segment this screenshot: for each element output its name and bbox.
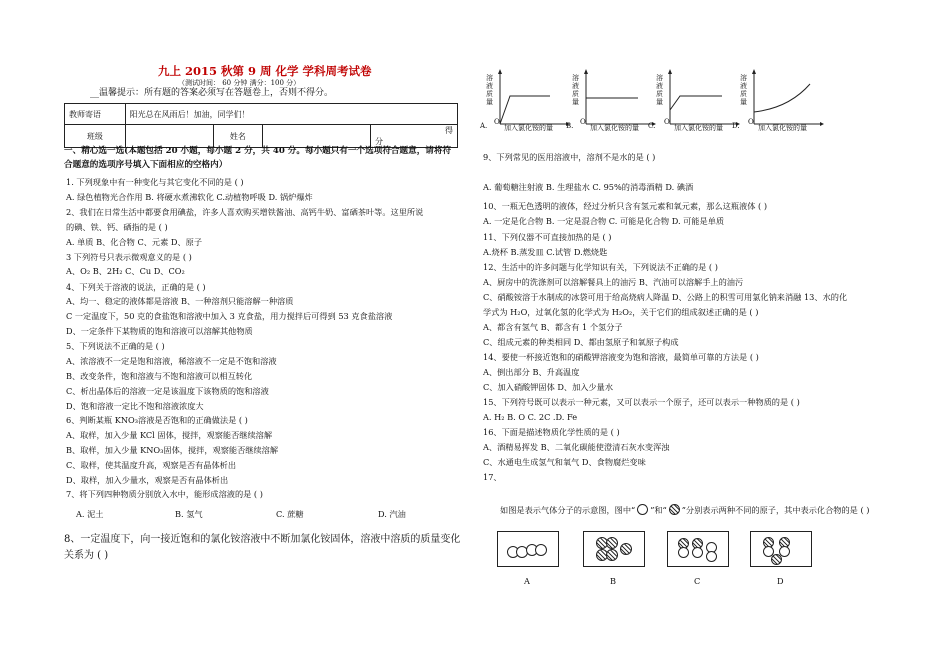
q17-label-c: C: [694, 576, 701, 586]
q7-option-b: B. 氢气: [175, 509, 203, 519]
left-line: 2、我们在日常生活中都要食用碘盐，许多人喜欢购买增铁酱油、高钙牛奶、富硒茶叶等。这里所说: [66, 207, 424, 217]
right-line: 12、生活中的许多问题与化学知识有关，下列说法不正确的是 ( ): [483, 262, 718, 272]
left-line: 4、下列关于溶液的说法，正确的是 ( ): [66, 282, 206, 292]
right-line: C、硝酸铵溶于水制成的冰袋可用于给高烧病人降温 D、公路上的积雪可用氯化钠来消融 13、水的化: [483, 292, 848, 302]
q7-option-a: A. 泥土: [76, 509, 104, 519]
atom-hatched-icon: [620, 543, 632, 555]
atom-hatched-icon: [669, 504, 680, 515]
left-line: 7、将下列四种物质分别放入水中，能形成溶液的是 ( ): [66, 489, 263, 499]
section1-heading: 一、精心选一选(本题包括 20 小题，每小题 2 分，共 40 分。每小题只有一个选项符合题意，请将符: [64, 146, 452, 156]
q17-box-d[interactable]: [750, 531, 812, 567]
left-line: 3 下列符号只表示微观意义的是 ( ): [66, 252, 192, 262]
graph-label-a: A.: [480, 122, 488, 130]
left-line: D、一定条件下某物质的饱和溶液可以溶解其他物质: [66, 326, 253, 336]
right-line: 16、下面是描述物质化学性质的是 ( ): [483, 427, 620, 437]
graph-xlabel-d: 加入氯化铵的量: [758, 124, 807, 132]
left-line: D、饱和溶液一定比不饱和溶液浓度大: [66, 401, 204, 411]
name-label: 姓名: [214, 125, 263, 148]
right-line: 9、下列常见的医用溶液中，溶剂不是水的是 ( ): [483, 152, 656, 162]
left-line: 的碘、铁、钙、硒指的是 ( ): [66, 222, 168, 232]
q7-option-d: D. 汽油: [378, 509, 406, 519]
left-line: A、均一、稳定的液体都是溶液 B、一种溶剂只能溶解一种溶质: [66, 296, 294, 306]
reminder: __温馨提示：所有题的答案必须写在答题卷上，否则不得分。: [90, 88, 334, 98]
q17-box-a[interactable]: [497, 531, 559, 567]
graph-origin-d: O: [748, 118, 754, 126]
right-line: C、水通电生成氢气和氧气 D、食物腐烂变味: [483, 457, 646, 467]
score-label: 得分: [375, 126, 453, 146]
right-line: C、组成元素的种类相同 D、都由氢原子和氧原子构成: [483, 337, 679, 347]
graph-origin-a: O: [494, 118, 500, 126]
q17-text-a: 如图是表示气体分子的示意图，图中“: [500, 505, 636, 515]
q17-text-c: ”分别表示两种不同的原子，其中表示化合物的是 ( ): [681, 505, 870, 515]
left-line: C、取样，使其温度升高，观察是否有晶体析出: [66, 460, 237, 470]
graph-ylabel-d: 溶液质量: [740, 74, 747, 106]
exam-subtitle: （测试时间： 60 分钟 满分：100 分）: [178, 79, 301, 87]
graph-origin-c: O: [664, 118, 670, 126]
left-line: C 一定温度下，50 克的食盐饱和溶液中加入 3 克食盐，用力搅拌后可得到 53 克食盐溶液: [66, 311, 393, 321]
q17-text: [500, 504, 869, 515]
graph-ylabel-b: 溶液质量: [572, 74, 579, 106]
atom-white-icon: [706, 551, 717, 562]
graph-label-c: C.: [648, 122, 656, 130]
atom-white-icon: [678, 547, 689, 558]
atom-hatched-icon: [606, 549, 618, 561]
q17-box-c[interactable]: [667, 531, 729, 567]
q17-text-b: ”和“: [650, 505, 667, 515]
right-line: A、酒精易挥发 B、二氧化碳能使澄清石灰水变浑浊: [483, 442, 670, 452]
graph-label-b: B.: [566, 122, 574, 130]
graph-xlabel-c: 加入氯化铵的量: [674, 124, 723, 132]
left-line: A、取样，加入少量 KCl 固体，搅拌，观察能否继续溶解: [66, 430, 273, 440]
left-line: A、浓溶液不一定是饱和溶液，稀溶液不一定是不饱和溶液: [66, 356, 277, 366]
atom-hatched-icon: [771, 554, 782, 565]
right-line: A、都含有氢气 B、都含有 1 个氢分子: [483, 322, 623, 332]
right-line: A. 葡萄糖注射液 B. 生理盐水 C. 95%的消毒酒精 D. 碘酒: [483, 182, 694, 192]
right-line: A.烧杯 B.蒸发皿 C.试管 D.燃烧匙: [483, 247, 608, 257]
graph-ylabel-c: 溶液质量: [656, 74, 663, 106]
graph-origin-b: O: [580, 118, 586, 126]
q8-text: 8、一定温度下，向一接近饱和的氯化铵溶液中不断加氯化铵固体，溶液中溶质的质量变化关系为 ( ): [64, 534, 461, 561]
q17-label-a: A: [524, 576, 530, 586]
score-cell: [371, 125, 458, 148]
teacher-msg: 阳光总在风雨后！加油，同学们！: [125, 104, 457, 125]
left-line: C、析出晶体后的溶液一定是该温度下该物质的饱和溶液: [66, 386, 269, 396]
q17-label-d: D: [777, 576, 784, 586]
section1-heading-2: 合题意的选项序号填入下面相应的空格内）: [64, 160, 228, 170]
right-line: 10、一瓶无色透明的液体，经过分析只含有氢元素和氧元素，那么这瓶液体 ( ): [483, 201, 768, 211]
atom-white-icon: [535, 544, 547, 556]
right-line: 17、: [483, 472, 502, 482]
atom-white-icon: [692, 547, 703, 558]
right-line: A. H₂ B. O C. 2C .D. Fe: [483, 412, 578, 422]
right-line: A. 一定是化合物 B. 一定是混合物 C. 可能是化合物 D. 可能是单质: [483, 216, 725, 226]
left-line: B、取样，加入少量 KNO₃固体，搅拌，观察能否继续溶解: [66, 445, 279, 455]
graph-xlabel-a: 加入氯化铵的量: [504, 124, 553, 132]
q17-label-b: B: [610, 576, 617, 586]
left-line: A. 绿色植物光合作用 B. 将硬水煮沸软化 C.动植物呼吸 D. 锅炉爆炸: [66, 192, 313, 202]
atom-white-icon: [637, 504, 648, 515]
name-value[interactable]: [262, 125, 370, 148]
q17-box-b[interactable]: [583, 531, 645, 567]
right-line: C、加入硝酸钾固体 D、加入少量水: [483, 382, 614, 392]
right-line: A、倒出部分 B、升高温度: [483, 367, 580, 377]
class-value[interactable]: [125, 125, 213, 148]
left-line: 5、下列说法不正确的是 ( ): [66, 341, 165, 351]
left-line: D、取样，加入少量水，观察是否有晶体析出: [66, 475, 229, 485]
q7-option-c: C. 蔗糖: [276, 509, 304, 519]
left-line: 6、判断某瓶 KNO₃溶液是否饱和的正确做法是 ( ): [66, 415, 248, 425]
right-line: A、厨房中的洗涤剂可以溶解餐具上的油污 B、汽油可以溶解手上的油污: [483, 277, 744, 287]
right-line: 15、下列符号既可以表示一种元素，又可以表示一个原子，还可以表示一种物质的是 ( ): [483, 397, 800, 407]
left-line: A. 单质 B、化合物 C、元素 D、原子: [66, 237, 203, 247]
class-label: 班级: [65, 125, 126, 148]
left-line: B、改变条件，饱和溶液与不饱和溶液可以相互转化: [66, 371, 253, 381]
graph-xlabel-b: 加入氯化铵的量: [590, 124, 639, 132]
exam-title: 九上 2015 秋第 9 周 化学 学科周考试卷: [158, 64, 372, 78]
left-line: 1. 下列现象中有一种变化与其它变化不同的是 ( ): [66, 177, 244, 187]
left-line: A、O₂ B、2H₂ C、Cu D、CO₂: [66, 266, 185, 276]
right-line: 14、要使一杯接近饱和的硝酸钾溶液变为饱和溶液，最简单可靠的方法是 ( ): [483, 352, 759, 362]
info-table: [64, 103, 458, 148]
right-line: 11、下列仪器不可直接加热的是 ( ): [483, 232, 612, 242]
graph-label-d: D.: [732, 122, 740, 130]
atom-hatched-icon: [606, 537, 618, 549]
right-line: 学式为 H₂O，过氧化氢的化学式为 H₂O₂，关于它们的组成叙述正确的是 ( ): [483, 307, 759, 317]
graph-ylabel-a: 溶液质量: [486, 74, 493, 106]
teacher-msg-label: 教师寄语: [65, 104, 126, 125]
